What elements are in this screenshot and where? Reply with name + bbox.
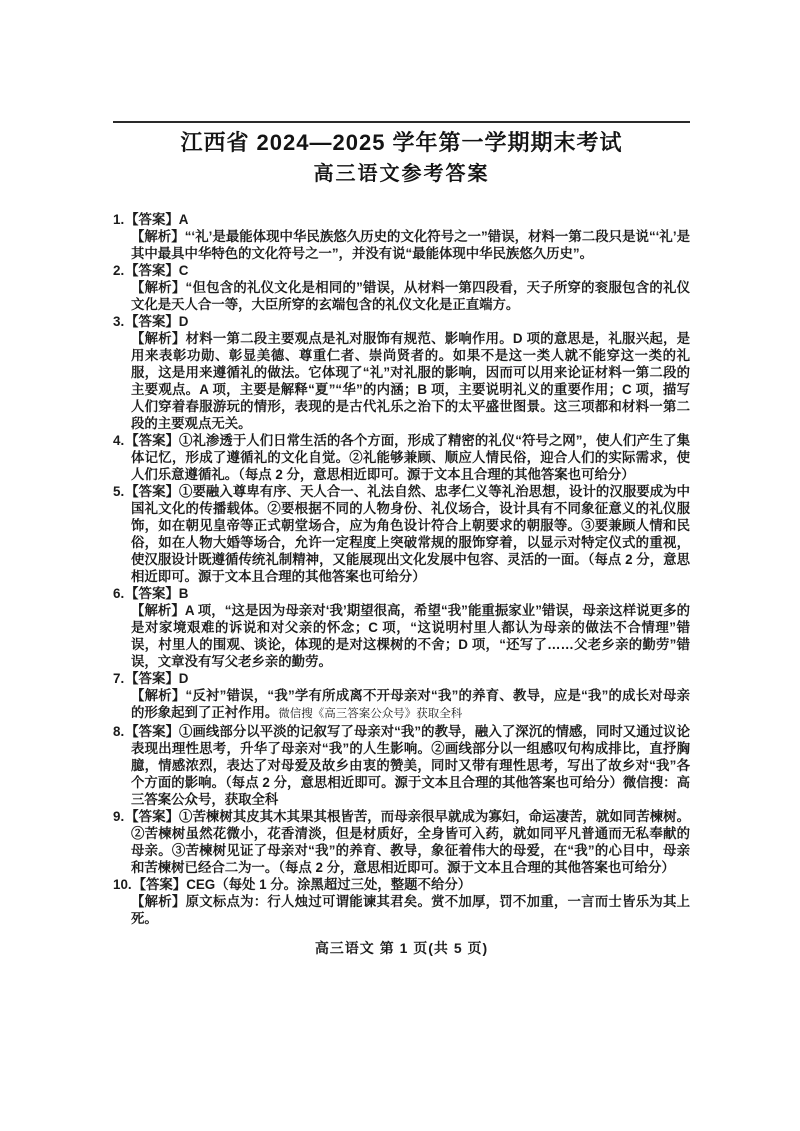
- analysis-text: 材料一第二段主要观点是礼对服饰有规范、影响作用。D 项的意思是，礼服兴起，是用来表彰功勋、彰显美德、尊重仁者、崇尚贤者的。如果不是这一类人就不能穿这一类的礼服，这是用来遵循礼的做法。它体现了“礼”对礼服的影响，因而可以用来论证材料一第二段的主要观点。A 项，主要是解释“夏”“华”的内涵；B 项，主要说明礼义的重要作用；C 项，描写人们穿着春服游玩的情形，表现的是古代礼乐之治下的太平盛世图景。这三项都和材料一第二段的主要观点无关。: [131, 331, 690, 431]
- answer-text: C: [178, 263, 189, 278]
- analysis-line: [113, 330, 690, 432]
- analysis-label: 【解析】: [131, 331, 186, 346]
- answer-item-5: [113, 483, 690, 585]
- answer-line: [113, 723, 690, 808]
- wechat-note: 微信搜《高三答案公众号》获取全科: [278, 708, 463, 720]
- answer-line: [113, 876, 690, 893]
- item-number: 5.: [113, 484, 125, 499]
- answer-label: 【答案】: [125, 671, 179, 686]
- answer-label: 【答案】: [125, 586, 179, 601]
- analysis-label: 【解析】: [131, 894, 186, 909]
- analysis-label: 【解析】: [131, 603, 185, 618]
- answer-item-8: [113, 723, 690, 808]
- answer-label: 【答案】: [125, 484, 180, 499]
- answer-list: [113, 211, 690, 927]
- analysis-line: [113, 228, 690, 262]
- analysis-line: [113, 279, 690, 313]
- item-number: 7.: [113, 671, 125, 686]
- answer-label: 【答案】: [125, 263, 179, 278]
- item-number: 8.: [113, 724, 125, 739]
- item-number: 10.: [113, 877, 132, 892]
- analysis-text: “但包含的礼仪文化是相同的”错误，从材料一第四段看，天子所穿的衮服包含的礼仪文化是天人合一等，大臣所穿的玄端包含的礼仪文化是正直端方。: [131, 280, 691, 312]
- answer-label: 【答案】: [125, 724, 180, 739]
- analysis-line: [113, 687, 690, 723]
- page-footer: 高三语文 第 1 页(共 5 页): [314, 940, 489, 956]
- analysis-text: 原文标点为：行人烛过可谓能谏其君矣。赏不加厚，罚不加重，一言而士皆乐为其上死。: [131, 894, 690, 926]
- analysis-line: [113, 893, 690, 927]
- answer-item-10: [113, 876, 690, 927]
- item-number: 3.: [113, 314, 125, 329]
- answer-item-6: [113, 585, 690, 670]
- answer-item-9: [113, 808, 690, 876]
- answer-line: [113, 670, 690, 687]
- answer-line: [113, 211, 690, 228]
- answer-line: [113, 483, 690, 585]
- analysis-line: [113, 602, 690, 670]
- answer-text: ①要融入尊卑有序、天人合一、礼法自然、忠孝仁义等礼治思想，设计的汉服要成为中国礼文化的传播载体。②要根据不同的人物身份、礼仪场合，设计具有不同象征意义的礼仪服饰，如在朝见皇帝等正式朝堂场合，应为角色设计符合上朝要求的朝服等。③要兼顾人情和民俗，如在人物大婚等场合，允许一定程度上突破常规的服饰穿着，以显示对特定仪式的重视，使汉服设计既遵循传统礼制精神，又能展现出文化发展中包容、灵活的一面。（每点 2 分，意思相近即可。源于文本且合理的其他答案也可给分）: [131, 484, 691, 584]
- answer-label: 【答案】: [125, 809, 180, 824]
- exam-title: 江西省 2024—2025 学年第一学期期末考试: [180, 130, 623, 155]
- answer-text: B: [178, 586, 189, 601]
- item-number: 4.: [113, 433, 125, 448]
- item-number: 9.: [113, 809, 125, 824]
- item-number: 6.: [113, 586, 125, 601]
- answer-text: ①画线部分以平淡的记叙写了母亲对“我”的教导，融入了深沉的情感，同时又通过议论表现出理性思考，升华了母亲对“我”的人生影响。②画线部分以一组感叹句构成排比，直抒胸臆，情感浓烈，表达了对母爱及故乡由衷的赞美，同时又带有理性思考，写出了故乡对“我”各个方面的影响。（每点 2 分，意思相近即可。源于文本且合理的其他答案也可给分）微信搜：高三答案公众号，获取全科: [131, 724, 691, 807]
- item-number: 2.: [113, 263, 125, 278]
- analysis-text: “‘礼’是最能体现中华民族悠久历史的文化符号之一”错误，材料一第二段只是说“‘礼’是其中最具中华特色的文化符号之一”，并没有说“最能体现中华民族悠久历史”。: [131, 229, 691, 261]
- answer-text: ①苦楝树其皮其木其果其根皆苦，而母亲很早就成为寡妇，命运凄苦，就如同苦楝树。②苦楝树虽然花微小，花香清淡，但是材质好，全身皆可入药，就如同平凡普通而无私奉献的母亲。③苦楝树见证了母亲对“我”的养育、教导，象征着伟大的母爱，在“我”的心目中，母亲和苦楝树已经合二为一。（每点 2 分，意思相近即可。源于文本且合理的其他答案也可给分）: [131, 809, 691, 875]
- answer-line: [113, 808, 690, 876]
- answer-label: 【答案】: [125, 433, 180, 448]
- answer-text: D: [178, 314, 189, 329]
- answers-title: 高三语文参考答案: [313, 163, 490, 185]
- answer-line: [113, 585, 690, 602]
- answer-label: 【答案】: [125, 314, 179, 329]
- answer-line: [113, 313, 690, 330]
- answer-item-3: [113, 313, 690, 432]
- answer-item-2: [113, 262, 690, 313]
- answer-line: [113, 262, 690, 279]
- analysis-label: 【解析】: [131, 229, 185, 244]
- answer-item-7: [113, 670, 690, 723]
- analysis-label: 【解析】: [131, 688, 186, 703]
- answer-text: A: [178, 212, 189, 227]
- analysis-label: 【解析】: [131, 280, 186, 295]
- answer-label: 【答案】: [125, 212, 179, 227]
- answer-label: 【答案】: [132, 877, 187, 892]
- answer-text: ①礼渗透于人们日常生活的各个方面，形成了精密的礼仪“符号之网”，使人们产生了集体记忆，形成了遵循礼的文化自觉。②礼能够兼顾、顺应人情民俗，迎合人们的实际需求，使人们乐意遵循礼。（每点 2 分，意思相近即可。源于文本且合理的其他答案也可给分）: [131, 433, 691, 482]
- answer-item-4: [113, 432, 690, 483]
- header-rule: [113, 121, 690, 123]
- answer-item-1: [113, 211, 690, 262]
- analysis-text: A 项，“这是因为母亲对‘我’期望很高，希望“我”能重振家业”错误，母亲这样说更多的是对家境艰难的诉说和对父亲的怀念；C 项，“这说明村里人都认为母亲的做法不合情理”错误，村里人的围观、谈论，体现的是对这棵树的不舍；D 项，“还写了……父老乡亲的勤劳”错误，文章没有写父老乡亲的勤劳。: [131, 603, 690, 669]
- item-number: 1.: [113, 212, 125, 227]
- analysis-text: “反衬”错误，“我”学有所成离不开母亲对“我”的养育、教导，应是“我”的成长对母亲的形象起到了正衬作用。: [131, 688, 691, 720]
- answer-text: D: [178, 671, 189, 686]
- answer-text: CEG（每处 1 分。涂黑超过三处，整题不给分）: [186, 877, 472, 892]
- answer-line: [113, 432, 690, 483]
